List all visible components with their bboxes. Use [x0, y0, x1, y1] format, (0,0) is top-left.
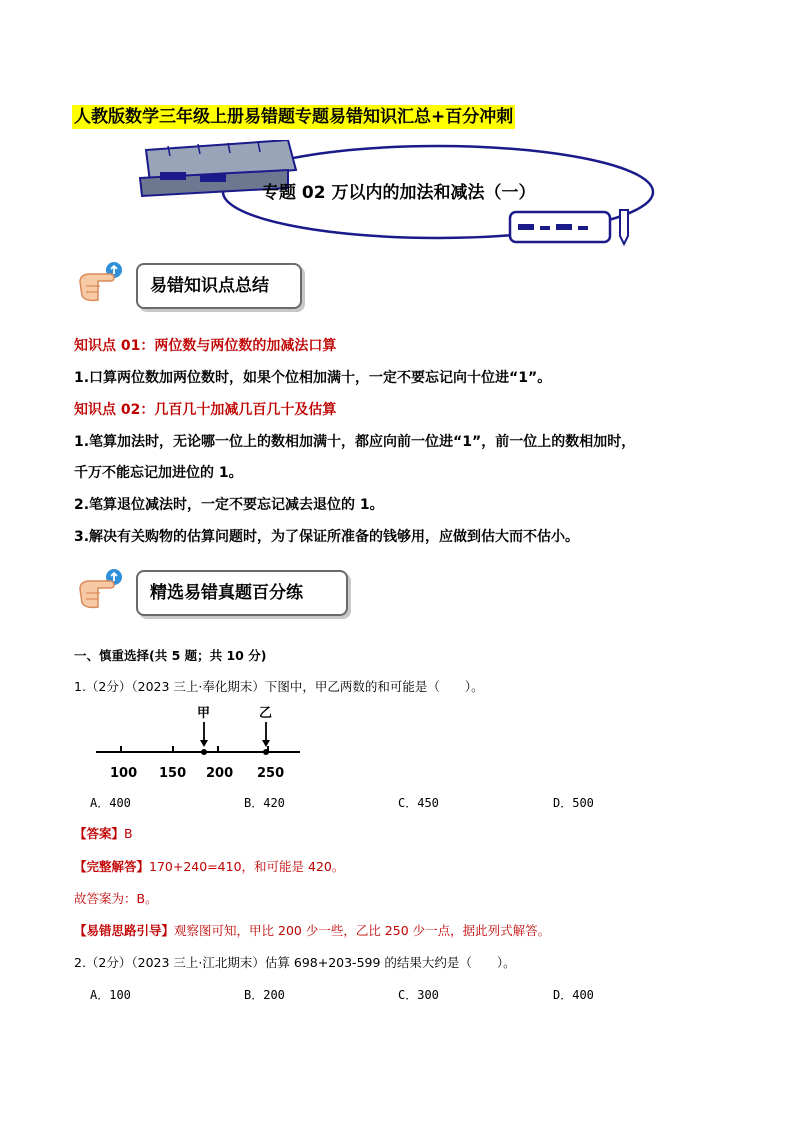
- tick-label: 100: [110, 766, 138, 781]
- conclusion-line: 故答案为：B。: [74, 891, 158, 906]
- knowledge-line: 千万不能忘记加进位的 1。: [74, 465, 243, 481]
- knowledge-line: 1.口算两位数加两位数时，如果个位相加满十，一定不要忘记向十位进“1”。: [74, 370, 552, 386]
- section-header-knowledge: [136, 263, 302, 309]
- option-a: A．400: [90, 796, 131, 810]
- knowledge-point-title: 知识点 02：几百几十加减几百几十及估算: [74, 402, 337, 418]
- question-stem: 2.（2分）（2023 三上·江北期末）估算 698+203-599 的结果大约是（ ）。: [74, 955, 516, 970]
- option-b: B．200: [244, 988, 285, 1002]
- document-title: 人教版数学三年级上册易错题专题易错知识汇总+百分冲刺: [74, 107, 514, 127]
- option-d: D．400: [553, 988, 594, 1002]
- marker-label: 乙: [259, 706, 273, 721]
- knowledge-line: 2.笔算退位减法时，一定不要忘记减去退位的 1。: [74, 497, 384, 513]
- number-line-figure: [96, 700, 306, 790]
- option-d: D．500: [553, 796, 594, 810]
- option-c: C．300: [398, 988, 439, 1002]
- solution-text: 170+240=410，和可能是 420。: [149, 859, 345, 874]
- answer-line: [74, 824, 133, 842]
- topic-title: 专题 02 万以内的加法和减法（一）: [262, 183, 536, 203]
- option-c: C．450: [398, 796, 439, 810]
- knowledge-line: 3.解决有关购物的估算问题时，为了保证所准备的钱够用，应做到估大而不估小。: [74, 529, 580, 545]
- option-b: B．420: [244, 796, 285, 810]
- pointing-hand-icon: [76, 260, 128, 308]
- section-label: 易错知识点总结: [150, 276, 269, 296]
- section-header-practice: [136, 570, 348, 616]
- tick-label: 200: [206, 766, 234, 781]
- answer-value: B: [124, 826, 133, 841]
- hint-text: 观察图可知，甲比 200 少一些，乙比 250 少一点，据此列式解答。: [174, 923, 551, 938]
- point-yi: [263, 749, 269, 755]
- hint-line: [74, 921, 550, 939]
- hint-tag: 【易错思路引导】: [74, 923, 175, 938]
- section-label: 精选易错真题百分练: [150, 583, 303, 603]
- answer-tag: 【答案】: [74, 826, 125, 841]
- tick-label: 250: [257, 766, 285, 781]
- option-a: A．100: [90, 988, 131, 1002]
- question-stem: 1.（2分）（2023 三上·奉化期末）下图中，甲乙两数的和可能是（ ）。: [74, 679, 484, 694]
- solution-tag: 【完整解答】: [74, 859, 150, 874]
- solution-line: [74, 857, 344, 875]
- marker-label: 甲: [197, 706, 211, 721]
- part-heading: 一、慎重选择(共 5 题；共 10 分): [74, 648, 267, 663]
- point-jia: [201, 749, 207, 755]
- pointing-hand-icon: [76, 567, 128, 615]
- tick-label: 150: [159, 766, 187, 781]
- pencil-case-icon: [510, 210, 628, 244]
- knowledge-point-title: 知识点 01：两位数与两位数的加减法口算: [74, 338, 337, 354]
- knowledge-line: 1.笔算加法时，无论哪一位上的数相加满十，都应向前一位进“1”，前一位上的数相加时，: [74, 434, 636, 450]
